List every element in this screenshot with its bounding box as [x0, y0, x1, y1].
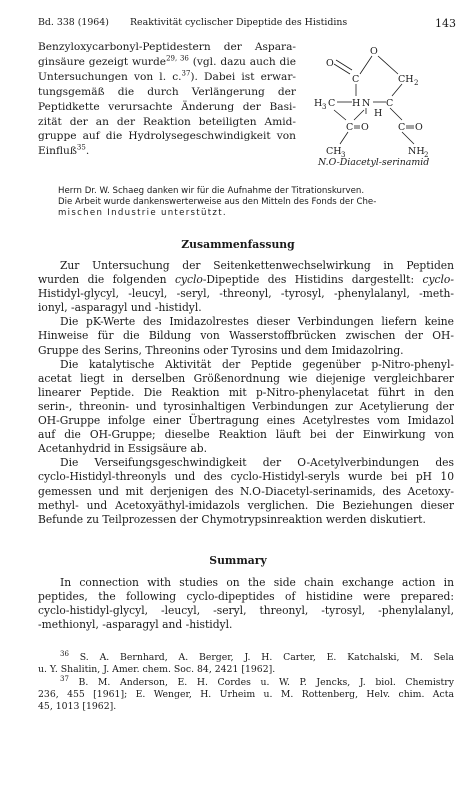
text-line: auf die OH-Gruppe; dieselbe Reaktion läuft bei der Einwirkung von — [38, 428, 454, 442]
text-line: Peptidkette verursachte Änderung der Basi- — [38, 100, 296, 113]
text-line: Gruppe des Serins, Threonins oder Tyrosins und dem Imidazolring. — [38, 343, 404, 357]
atom-label: C — [352, 74, 360, 85]
atom-label: C — [346, 122, 354, 133]
structure-caption: N.O-Diacetyl-serinamid — [318, 157, 430, 168]
atom-label: C — [398, 122, 406, 133]
text-line: methyl- und Acetoxyäthyl-imidazols verglichen. Die Beziehungen dieser — [38, 498, 454, 512]
text-line: Acetanhydrid in Essigsäure ab. — [38, 442, 208, 456]
volume-info: Bd. 338 (1964) — [38, 17, 109, 28]
bond-line — [334, 110, 346, 120]
intro-paragraph — [38, 40, 296, 159]
text-line: gruppe auf die Hydrolysegeschwindigkeit von — [38, 130, 296, 143]
text-line: ionyl, -asparagyl und -histidyl. — [38, 301, 202, 315]
reference-line: u. Y. Shalitin, J. Amer. chem. Soc. 84, 2421 [1962]. — [38, 664, 276, 676]
text-line: Untersuchungen von l. c.$^{37}$). Dabei ist erwar- — [38, 69, 296, 83]
bond-line — [336, 60, 352, 70]
bond-line — [378, 56, 398, 74]
atom-label: H — [352, 98, 361, 109]
ack-line: Herrn Dr. W. Schaeg danken wir für die Aufnahme der Titrationskurven. — [58, 186, 365, 196]
text-line: acetat liegt in derselben Größenordnung wie diejenige vergleichbarer — [38, 371, 454, 385]
zusammenfassung-heading: Zusammenfassung — [181, 238, 295, 251]
reference-line: 45, 1013 [1962]. — [38, 701, 117, 713]
text-line: Einfluß$^{35}$. — [38, 143, 90, 158]
bond-line — [340, 132, 348, 144]
text-line: Die Verseifungsgeschwindigkeit der O-Acetylverbindungen des — [60, 456, 454, 470]
atom-label: H — [314, 98, 323, 109]
text-line: linearer Peptide. Die Reaktion mit p-Nitro-phenylacetat führt in den — [38, 385, 454, 399]
atom-label: C — [386, 98, 394, 109]
reference-line: 236, 455 [1961]; E. Wenger, H. Urheim u. M. Rottenberg, Helv. chim. Acta — [38, 688, 454, 700]
text-line: cyclo-Histidyl-threonyls und des cyclo-Histidyl-seryls wurde bei pH 10 — [38, 470, 454, 484]
text-line: Die pK-Werte des Imidazolrestes dieser Verbindungen liefern keine — [60, 315, 454, 329]
atom-subscript: 2 — [414, 79, 419, 87]
summary-body — [38, 576, 454, 632]
atom-subscript: 3 — [322, 103, 327, 111]
text-line: cyclo-histidyl-glycyl, -leucyl, -seryl, threonyl, -tyrosyl, -phenylalanyl, — [38, 604, 454, 618]
text-line: Histidyl-glycyl, -leucyl, -seryl, -threonyl, -tyrosyl, -phenylalanyl, -meth- — [38, 287, 454, 301]
text-line: gemessen und mit derjenigen des N.O-Diacetyl-serinamids, des Acetoxy- — [38, 484, 454, 498]
bond-line — [354, 110, 364, 120]
text-line: peptides, the following cyclo-dipeptides of histidine were prepared: — [38, 590, 454, 604]
text-line: wurden die folgenden cyclo-Dipeptide des Histidins dargestellt: cyclo- — [38, 273, 454, 287]
atom-label: O — [361, 122, 369, 133]
text-line: zität der an der Reaktion beteiligten Amid- — [38, 115, 296, 128]
atom-label: O — [370, 46, 378, 57]
atom-label: CH — [398, 74, 414, 85]
atom-label: N — [362, 98, 371, 109]
summary-heading: Summary — [209, 554, 267, 567]
text-line: tungsgemäß die durch Verlängerung der — [38, 85, 296, 98]
structure-diagram — [304, 40, 464, 160]
bond-line — [390, 108, 402, 120]
reference-line: $^{37}$ B. M. Anderson, E. H. Cordes u. W. P. Jencks, J. biol. Chemistry — [60, 674, 454, 688]
text-line: In connection with studies on the side chain exchange action in — [60, 576, 454, 589]
atom-label: H — [374, 108, 383, 119]
ack-line: Die Arbeit wurde dankenswerterweise aus den Mitteln des Fonds der Che- — [58, 197, 377, 208]
acknowledgement — [58, 186, 448, 220]
atom-label: O — [415, 122, 423, 133]
atom-label: O — [326, 58, 334, 69]
text-line: Befunde zu Teilprozessen der Chymotrypsinreaktion werden diskutiert. — [38, 512, 426, 526]
bond-line — [360, 56, 372, 74]
references — [38, 649, 454, 713]
ack-line: mischen Industrie unterstützt. — [58, 208, 227, 219]
atom-subscript: 3 — [341, 151, 346, 159]
zusammenfassung-body — [38, 259, 454, 527]
text-line: Benzyloxycarbonyl-Peptidestern der Aspara- — [38, 41, 296, 53]
text-line: OH-Gruppe infolge einer Übertragung eines Acetylrestes vom Imidazol — [38, 414, 454, 428]
bond-line — [392, 84, 402, 96]
text-line: ginsäure gezeigt wurde$^{29, 36}$ (vgl. dazu auch die — [38, 54, 296, 68]
atom-label: CH — [326, 146, 342, 157]
bond-line — [334, 64, 350, 74]
atom-label: C — [328, 98, 336, 109]
text-line: -methionyl, -asparagyl and -histidyl. — [38, 618, 233, 632]
page-number: 143 — [435, 17, 456, 30]
text-line: Die katalytische Aktivität der Peptide gegenüber p-Nitro-phenyl- — [60, 357, 454, 371]
text-line: Hinweise für die Bildung von Wasserstoffbrücken zwischen der OH- — [38, 329, 454, 343]
atom-subscript: 2 — [424, 151, 429, 159]
text-line: Zur Untersuchung der Seitenkettenwechselwirkung in Peptiden — [60, 259, 454, 272]
reference-line: $^{36}$ S. A. Bernhard, A. Berger, J. H. Carter, E. Katchalski, M. Sela — [60, 649, 454, 663]
running-title: Reaktivität cyclischer Dipeptide des Histidins — [130, 17, 348, 28]
atom-label: NH — [408, 146, 425, 157]
text-line: serin-, threonin- und tyrosinhaltigen Verbindungen zur Acetylierung der — [38, 399, 454, 413]
bond-line — [402, 132, 414, 144]
running-header — [38, 17, 456, 31]
